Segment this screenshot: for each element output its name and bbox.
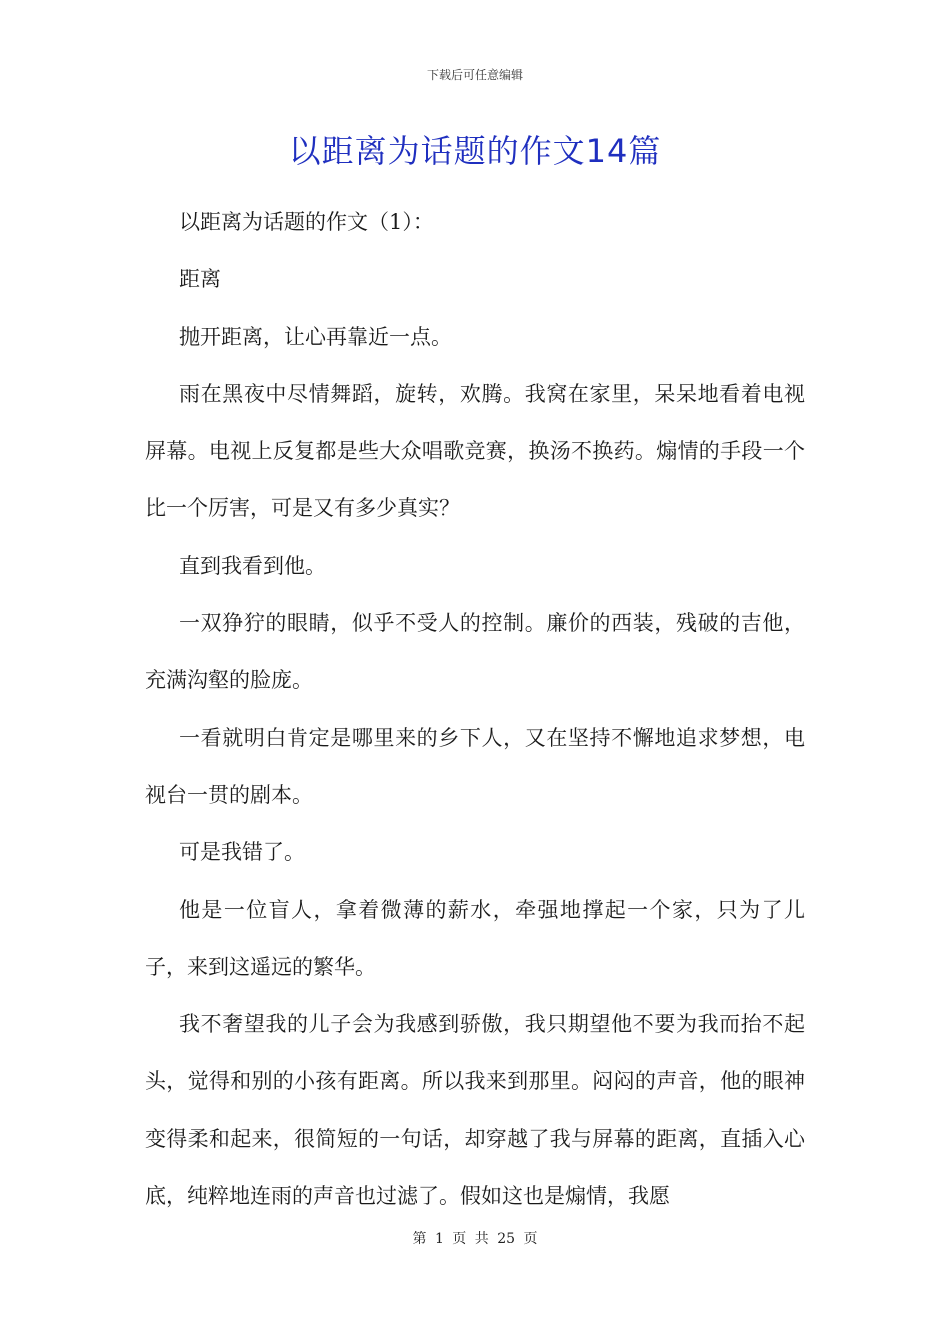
paragraph: 直到我看到他。 [179,553,326,578]
header-note: 下载后可任意编辑 [426,68,523,82]
paragraph: 一看就明白肯定是哪里来的乡下人，又在坚持不懈地追求梦想，电视台一贯的剧本。 [145,725,805,807]
document-title: 以距离为话题的作文14篇 [288,132,662,170]
page-number: 第 1 页 共 25 页 [412,1231,538,1247]
paragraph: 一双狰狞的眼睛，似乎不受人的控制。廉价的西装，残破的吉他，充满沟壑的脸庞。 [145,611,805,693]
paragraph: 抛开距离，让心再靠近一点。 [179,324,452,349]
paragraph: 可是我错了。 [179,840,305,865]
paragraph: 我不奢望我的儿子会为我感到骄傲，我只期望他不要为我而抬不起头，觉得和别的小孩有距离。所以我来到那里。闷闷的声音，他的眼神变得柔和起来，很简短的一句话，却穿越了我与屏幕的距离，直插入心底，纯粹地连雨的声音也过滤了。假如这也是煽情，我愿 [145,1012,805,1209]
document-body [145,194,805,1225]
paragraph: 雨在黑夜中尽情舞蹈，旋转，欢腾。我窝在家里，呆呆地看着电视屏幕。电视上反复都是些大众唱歌竞赛，换汤不换药。煽情的手段一个比一个厉害，可是又有多少真实？ [145,381,805,521]
paragraph: 以距离为话题的作文（1）： [179,210,434,234]
paragraph: 距离 [179,267,221,292]
paragraph: 他是一位盲人，拿着微薄的薪水，牵强地撑起一个家，只为了儿子，来到这遥远的繁华。 [145,897,805,979]
